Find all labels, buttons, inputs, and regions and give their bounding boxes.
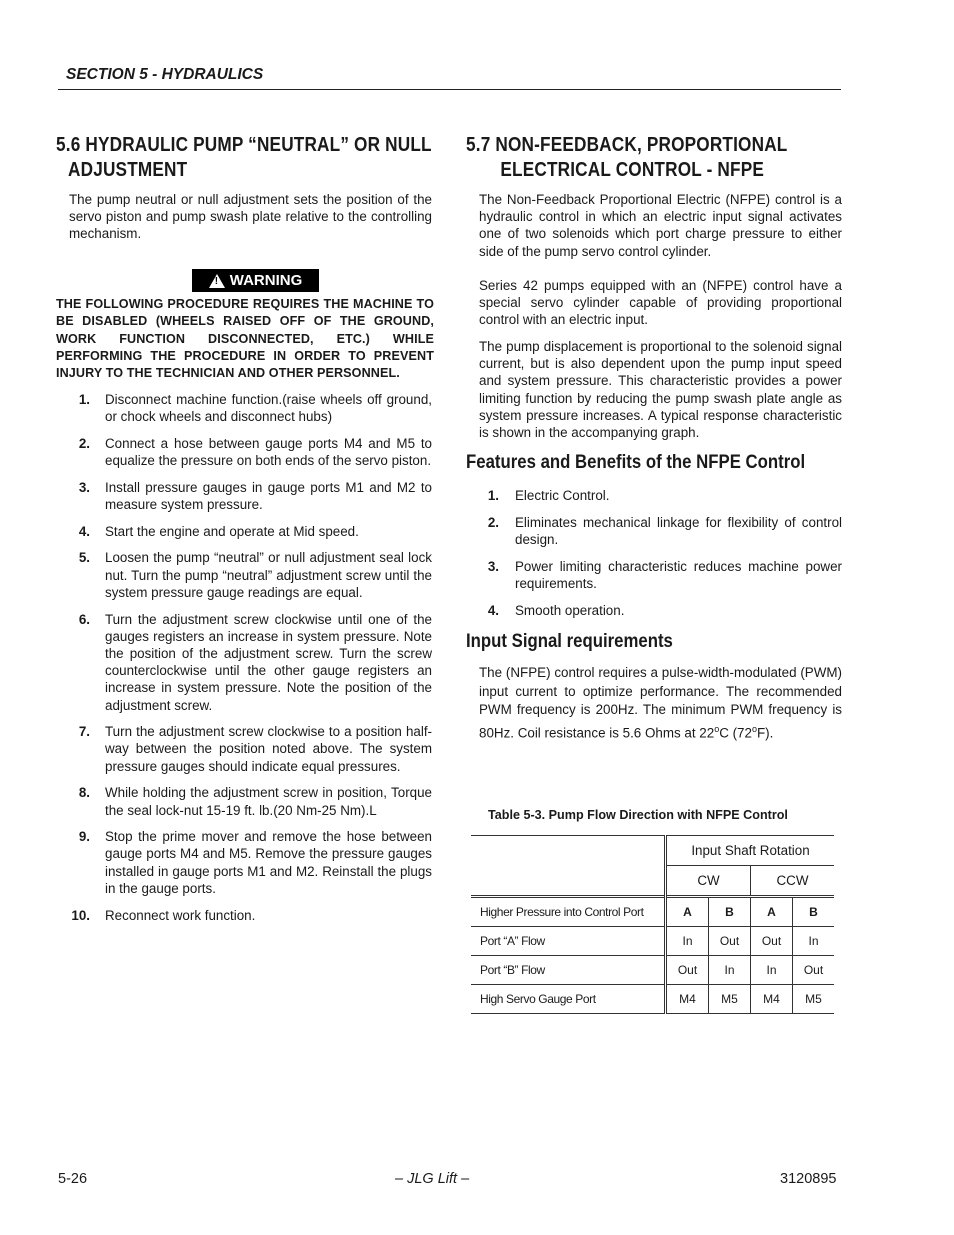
- table-cell: Out: [751, 927, 793, 956]
- table-corner-cell: [471, 836, 666, 897]
- list-item-number: 4.: [78, 523, 90, 539]
- section-5-7-heading: [466, 133, 844, 183]
- list-item-text: Stop the prime mover and remove the hose between gauge ports M4 and M5. Remove the pressure gauges installed in gauge ports M1 and M2. Reinstall the plugs in the gauge ports.: [105, 829, 432, 896]
- list-item: [480, 558, 842, 592]
- table-cell: M5: [709, 985, 751, 1014]
- list-item-number: 3.: [78, 479, 90, 495]
- list-item: [70, 828, 432, 897]
- list-item: [70, 435, 432, 469]
- heading-line: ELECTRICAL CONTROL - NFPE: [500, 159, 764, 181]
- list-item-number: 6.: [78, 611, 90, 627]
- table-row-label: Port “B” Flow: [471, 956, 666, 985]
- pump-flow-table: [471, 835, 834, 1014]
- nfpe-paragraph-3: The pump displacement is proportional to the solenoid signal current, but is also dependent upon the pump input speed and system pressure. This characteristic provides a power limiting function by reducing the pump swash plate angle as system pressure increases. A typical response characteristic is shown in the accompanying graph.: [479, 339, 842, 441]
- degree-superscript: o: [751, 723, 757, 734]
- warning-text: THE FOLLOWING PROCEDURE REQUIRES THE MACHINE TO BE DISABLED (WHEELS RAISED OFF OF THE GROUND, WORK FUNCTION DISCONNECTED, ETC.) WHILE PERFORMING THE PROCEDURE IN ORDER TO PREVENT INJURY TO THE TECHNICIAN AND OTHER PERSONNEL.: [56, 297, 434, 381]
- intro-paragraph: The pump neutral or null adjustment sets the position of the servo piston and pump swash plate relative to the controlling mechanism.: [69, 192, 432, 242]
- list-item-text: Power limiting characteristic reduces machine power requirements.: [515, 558, 842, 591]
- table-cell: B: [793, 897, 835, 927]
- list-item: [70, 391, 432, 425]
- list-item-text: Turn the adjustment screw clockwise until one of the gauges registers an increase in system pressure. Note the position of the adjustment screw. Turn the screw counterclockwise until the other gauge registers an increase in system pressure. Note the position of the adjustment screw.: [105, 611, 432, 713]
- list-item-number: 8.: [78, 785, 90, 801]
- list-item-number: 5.: [78, 550, 90, 566]
- table-row-label: Port “A” Flow: [471, 927, 666, 956]
- list-item: [70, 611, 432, 714]
- list-item: [70, 907, 432, 924]
- input-text: F).: [756, 724, 774, 740]
- warning-icon: !: [209, 274, 225, 288]
- table-row: [471, 956, 834, 985]
- table-row: [471, 927, 834, 956]
- input-signal-heading: Input Signal requirements: [466, 630, 673, 652]
- list-item-number: 1.: [78, 392, 90, 407]
- table-cell: M4: [666, 985, 709, 1014]
- list-item-number: 7.: [78, 724, 90, 740]
- nfpe-paragraph-1: The Non-Feedback Proportional Electric (NFPE) control is a hydraulic control in which an electric input signal activates one of two solenoids which port charge pressure to either side of the pump servo control cylinder.: [479, 192, 842, 259]
- heading-line: 5.6 HYDRAULIC PUMP “NEUTRAL” OR NULL: [56, 134, 432, 156]
- table-cell: Out: [793, 956, 835, 985]
- list-item: [70, 523, 432, 540]
- heading-line: 5.7 NON-FEEDBACK, PROPORTIONAL: [466, 134, 788, 156]
- list-item-text: Connect a hose between gauge ports M4 and M5 to equalize the pressure on both ends of the servo piston.: [105, 435, 432, 469]
- input-text: The (NFPE) control requires a pulse-width-modulated (PWM) input current to optimize performance. The recommended PWM frequency is 200Hz. The minimum PWM frequency is 80Hz. Coil resistance is 5.6 Ohms at 22: [479, 665, 842, 740]
- list-item-number: 9.: [78, 829, 90, 845]
- section-header: SECTION 5 - HYDRAULICS: [66, 66, 264, 83]
- warning-label: WARNING: [229, 272, 303, 289]
- table-cell: M5: [793, 985, 835, 1014]
- list-item-text: Reconnect work function.: [105, 907, 256, 923]
- document-number: 3120895: [780, 1171, 837, 1187]
- heading-line: ADJUSTMENT: [68, 159, 188, 181]
- list-item-text: Disconnect machine function.(raise wheels off ground, or chock wheels and disconnect hubs): [105, 392, 432, 425]
- table-cell: A: [751, 897, 793, 927]
- table-cell: Out: [666, 956, 709, 985]
- list-item-number: 3.: [487, 558, 499, 574]
- table-cell: In: [709, 956, 751, 985]
- list-item-text: While holding the adjustment screw in position, Torque the seal lock-nut 15-19 ft. lb.(20 Nm-25 Nm).L: [105, 785, 432, 818]
- table-row: [471, 897, 834, 927]
- table-cell: In: [793, 927, 835, 956]
- table-row: [471, 985, 834, 1014]
- header-rule: [58, 89, 841, 90]
- features-heading: Features and Benefits of the NFPE Control: [466, 451, 806, 473]
- table-ccw-header: CCW: [751, 866, 835, 897]
- list-item: [480, 602, 842, 619]
- list-item-text: Eliminates mechanical linkage for flexibility of control design.: [515, 514, 842, 547]
- list-item: [480, 487, 842, 504]
- list-item: [70, 784, 432, 818]
- list-item-text: Install pressure gauges in gauge ports M1 and M2 to measure system pressure.: [105, 479, 432, 513]
- degree-superscript: o: [714, 723, 720, 734]
- list-item-text: Loosen the pump “neutral” or null adjustment seal lock nut. Turn the pump “neutral” adjustment screw until the system pressure gauge readings are equal.: [105, 550, 432, 600]
- table-cell: M4: [751, 985, 793, 1014]
- table-row-label: High Servo Gauge Port: [471, 985, 666, 1014]
- list-item-number: 2.: [78, 435, 90, 451]
- table-cell: In: [666, 927, 709, 956]
- table-row-label: Higher Pressure into Control Port: [471, 897, 666, 927]
- section-5-6-heading: [56, 133, 434, 183]
- list-item-text: Electric Control.: [515, 488, 610, 503]
- list-item-number: 2.: [487, 514, 499, 530]
- table-cw-header: CW: [666, 866, 751, 897]
- features-list: [480, 487, 842, 628]
- footer-center: – JLG Lift –: [395, 1171, 470, 1187]
- adjustment-steps: [70, 391, 432, 933]
- table-caption: Table 5-3. Pump Flow Direction with NFPE Control: [488, 808, 788, 822]
- list-item: [70, 479, 432, 513]
- list-item-text: Turn the adjustment screw clockwise to a position half-way between the position noted above. The system pressure gauges should indicate equal pressures.: [105, 724, 432, 774]
- input-signal-paragraph: [479, 664, 842, 742]
- page-number: 5-26: [58, 1171, 88, 1187]
- list-item-number: 10.: [71, 907, 90, 923]
- nfpe-paragraph-2: Series 42 pumps equipped with an (NFPE) control have a special servo cylinder capable of providing proportional control with an electric input.: [479, 278, 842, 328]
- list-item-number: 4.: [487, 602, 499, 618]
- list-item: [70, 723, 432, 775]
- list-item: [70, 549, 432, 601]
- list-item: [480, 514, 842, 548]
- input-text: C (72: [719, 724, 752, 740]
- table-cell: Out: [709, 927, 751, 956]
- list-item-text: Smooth operation.: [515, 602, 625, 618]
- list-item-number: 1.: [487, 488, 499, 503]
- table-cell: A: [666, 897, 709, 927]
- list-item-text: Start the engine and operate at Mid speed.: [105, 523, 359, 539]
- warning-badge: [192, 269, 319, 292]
- table-cell: In: [751, 956, 793, 985]
- table-group-header: Input Shaft Rotation: [666, 836, 835, 866]
- table-cell: B: [709, 897, 751, 927]
